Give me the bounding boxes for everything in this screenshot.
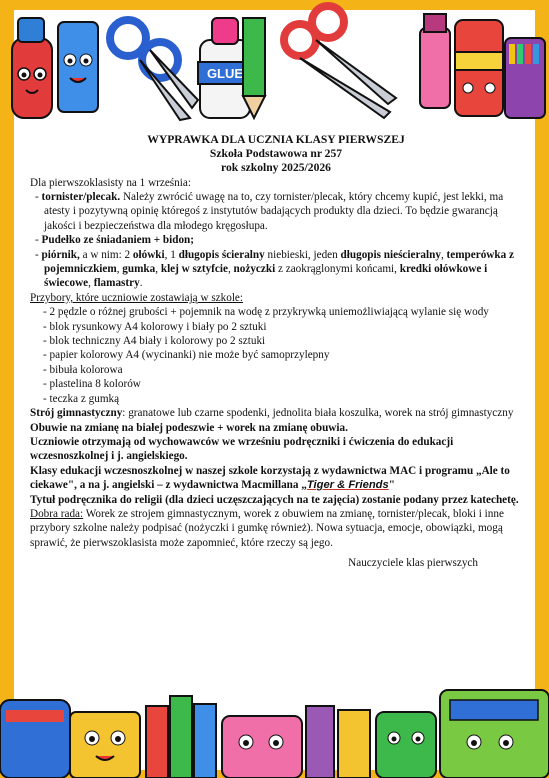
school-year: rok szkolny 2025/2026 — [221, 161, 331, 175]
paint-tube-icon — [376, 712, 436, 778]
marker-icon — [420, 14, 450, 108]
list-item-lunchbox: - Pudełko ze śniadaniem + bidon; — [35, 234, 194, 247]
list-item: - bibuła kolorowa — [43, 363, 123, 376]
bottom-supplies-row — [0, 690, 549, 778]
glue-bottle-icon — [12, 18, 52, 118]
list-item: - papier kolorowy A4 (wycinanki) nie może być samoprzylepny — [43, 349, 330, 362]
scissors-icon — [110, 20, 198, 120]
religion-text: Tytuł podręcznika do religii (dla dzieci uczęszczających na te zajęcia) zostanie podany przez katechetę. — [30, 493, 519, 506]
ruler-icon — [306, 706, 370, 778]
notebook-icon — [70, 712, 140, 778]
school-name: Szkoła Podstawowa nr 257 — [209, 147, 343, 161]
document-title: WYPRAWKA DLA UCZNIA KLASY PIERWSZEJ — [147, 133, 405, 146]
gym-clothes-text: Strój gimnastyczny: granatowe lub czarne spodenki, jednolita biała koszulka, worek na strój gimnastyczny — [30, 407, 514, 420]
red-scissors-icon — [284, 6, 396, 118]
intro-text: Dla pierwszoklasisty na 1 września: — [30, 176, 191, 189]
list-item: - plastelina 8 kolorów — [43, 378, 141, 391]
books-text: Uczniowie otrzymają od wychowawców we wrześniu podręczniki i ćwiczenia do edukacji wczesnoszkolnej i j. angielskiego. — [30, 435, 454, 463]
signature: Nauczyciele klas pierwszych — [348, 557, 478, 570]
list-item: - teczka z gumką — [43, 392, 120, 405]
svg-text:GLUE: GLUE — [206, 66, 244, 81]
green-book-icon — [440, 690, 549, 778]
document-body — [30, 133, 522, 571]
green-pencil-icon — [243, 18, 265, 118]
list-item-backpack: - tornister/plecak. Należy zwrócić uwagę na to, czy tornister/plecak, który chcemy kupić, jest lekki, ma atesty i pozytywną opinię któregoś z instytutów badających produkty dla dzieci. To będzie gwarancją jakości i bezpieczeństwa dla młodego kręgosłupa. — [35, 191, 504, 232]
list-item: - 2 pędzle o różnej grubości + pojemnik na wodę z przykrywką uniemożliwiającą wylanie się wody — [43, 306, 489, 319]
shoes-text: Obuwie na zmianę na białej podeszwie + worek na zmianę obuwia. — [30, 421, 348, 434]
crayon-box-icon — [455, 20, 503, 116]
publisher-text: Klasy edukacji wczesnoszkolnej w naszej szkole korzystają z wydawnictwa MAC i programu „Ale to ciekawe", a na j. angielski – z wydawnictwa Macmillana „Tiger & Friends" — [30, 464, 510, 492]
pencil-case-icon — [0, 700, 70, 778]
school-supplies-list — [30, 305, 522, 406]
smiling-book-icon — [222, 716, 302, 778]
blue-pencil-icon — [58, 22, 98, 112]
rainbow-crayons-icon — [505, 38, 545, 118]
crayon-group-icon — [146, 696, 216, 778]
list-item-pencil-case: - piórnik, a w nim: 2 ołówki, 1 długopis ścieralny niebieski, jeden długopis nieścieralny, temperówka z pojemniczkiem, gumka, klej w sztyfcie, nożyczki z zaokrąglonymi końcami, kredki ołówkowe i świecowe, flamastry. — [35, 248, 514, 290]
list-item: - blok techniczny A4 biały i kolorowy po 2 sztuki — [43, 335, 266, 348]
school-supplies-heading: Przybory, które uczniowie zostawiają w szkole: — [30, 291, 244, 304]
advice-text: Dobra rada: Worek ze strojem gimnastycznym, worek z obuwiem na zmianę, tornister/plecak, bloki i inne przybory szkolne należy podpisać (nożyczki i gumkę również). Nowa sytuacja, emocje, obowiązki, mogą sprawić, że pierwszoklasista może zapomnieć, które rzeczy są jego. — [30, 507, 504, 549]
list-item: - blok rysunkowy A4 kolorowy i biały po 2 sztuki — [43, 320, 267, 333]
